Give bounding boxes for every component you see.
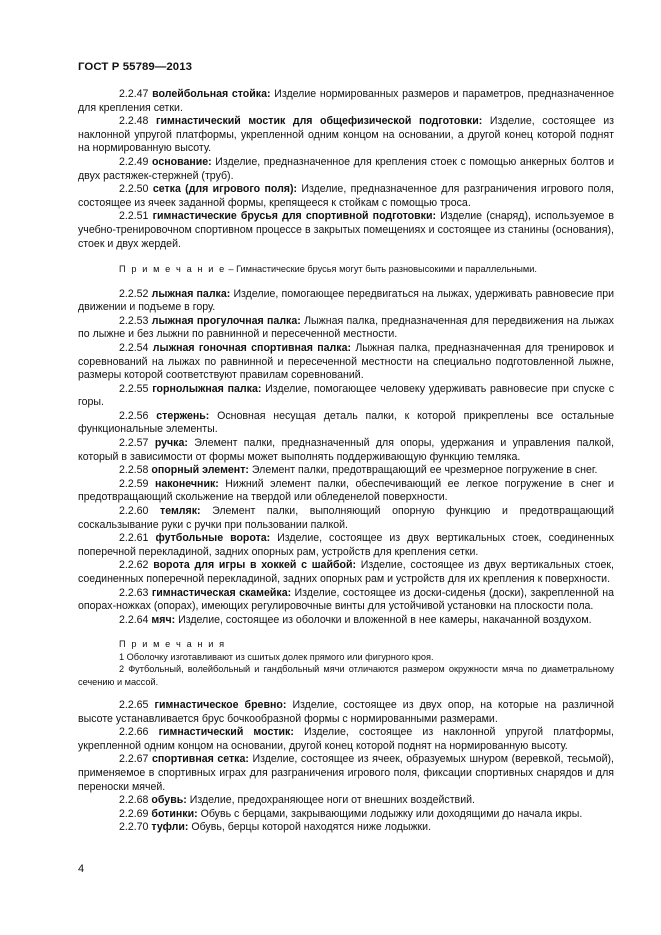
term-number: 2.2.63 xyxy=(119,586,149,599)
term-name: волейбольная стойка: xyxy=(152,88,271,100)
term-entry xyxy=(78,288,614,315)
term-definition: Элемент палки, предназначенный для опоры, удержания и управления палкой, который в зависимости от формы может выполнять поддерживающую функцию темляка. xyxy=(78,437,615,463)
term-entry xyxy=(78,437,614,464)
term-number: 2.2.54 xyxy=(119,341,149,354)
entries-part-1 xyxy=(78,88,614,251)
note-text: – Гимнастические брусья могут быть разновысокими и параллельными. xyxy=(225,264,537,275)
term-name: лыжная гоночная спортивная палка: xyxy=(152,341,351,354)
term-definition: Изделие, помогающее передвигаться на лыжах, удерживать равновесие при движении и подъеме в гору. xyxy=(78,287,615,314)
term-name: темляк: xyxy=(160,505,201,518)
term-entry xyxy=(78,464,614,478)
term-number: 2.2.61 xyxy=(119,532,149,545)
term-entry xyxy=(78,808,614,822)
term-number: 2.2.48 xyxy=(119,115,149,128)
term-number: 2.2.68 xyxy=(119,794,149,807)
note-2-item: 1 Оболочку изготавливают из сшитых долек прямого или фигурного кроя. xyxy=(119,651,434,662)
term-definition: Изделие, состоящее из наклонной упругой платформы, укрепленной одним концом на основании, другой конец которой поднят на нормированную высоту. xyxy=(78,726,614,752)
term-number: 2.2.62 xyxy=(119,559,149,572)
term-number: 2.2.57 xyxy=(119,437,149,450)
term-definition: Нижний элемент палки, обеспечивающий ее легкое погружение в снег и предотвращающий скольжение на твердой или обледенелой поверхности. xyxy=(78,477,614,504)
entries-part-2 xyxy=(78,288,614,628)
term-entry xyxy=(78,88,614,115)
term-definition: Изделие, состоящее из двух вертикальных стоек, соединенных поперечной перекладиной, задних опорных рам, устройств для крепления сетки. xyxy=(78,532,614,558)
term-entry xyxy=(78,342,614,383)
note-2-label: П р и м е ч а н и я xyxy=(119,639,226,650)
term-definition: Изделие нормированных размеров и параметров, предназначенное для крепления сетки. xyxy=(78,88,614,114)
term-entry xyxy=(78,794,614,808)
term-number: 2.2.64 xyxy=(119,613,149,626)
term-definition: Лыжная палка, предназначенная для передвижения на лыжах по лыжне и без лыжни по равнинной и пересеченной местности. xyxy=(78,314,614,341)
term-name: лыжная прогулочная палка: xyxy=(151,314,301,327)
term-name: ручка: xyxy=(154,437,188,450)
term-definition: Лыжная палка, предназначенная для тренировок и соревнований на лыжах по равнинной и пересеченной местности на специально подготовленной лыжне, размеры которой соответствуют правилам соревнований. xyxy=(78,341,614,382)
term-definition: Изделие, состоящее из доски-сиденья (доски), закрепленной на опорах-ножках (опорах), имеющих регулировочные винты для устойчивой установки на плоскости пола. xyxy=(78,586,614,613)
term-entry xyxy=(78,614,614,628)
term-entry xyxy=(78,410,614,437)
term-number: 2.2.58 xyxy=(119,464,149,477)
term-entry xyxy=(78,183,614,210)
term-definition: Изделие, состоящее из оболочки и вложенной в нее камеры, накачанной воздухом. xyxy=(178,613,592,626)
page-number: 4 xyxy=(78,863,85,875)
term-number: 2.2.55 xyxy=(119,382,149,395)
entries-part-3 xyxy=(78,699,614,835)
term-number: 2.2.69 xyxy=(119,807,149,820)
term-name: опорный элемент: xyxy=(151,464,249,477)
term-entry xyxy=(78,210,614,251)
term-entry xyxy=(78,587,614,614)
term-number: 2.2.60 xyxy=(119,505,149,518)
term-name: футбольные ворота: xyxy=(155,532,271,545)
term-entry xyxy=(78,478,614,505)
note-2-item: 2 Футбольный, волейбольный и гандбольный мячи отличаются размером окружности мяча по диаметральному сечению и массой. xyxy=(78,664,614,687)
term-definition: Изделие, предназначенное для разграничения игрового поля, состоящее из ячеек заданной формы, крепящееся к стойкам с помощью троса. xyxy=(78,183,614,209)
term-name: сетка (для игрового поля): xyxy=(152,183,298,196)
term-name: основание: xyxy=(152,155,212,168)
term-name: гимнастическая скамейка: xyxy=(151,586,292,599)
term-name: туфли: xyxy=(151,821,189,834)
term-entry xyxy=(78,383,614,410)
term-definition: Изделие, предназначенное для крепления стоек с помощью анкерных болтов и двух растяжек-стержней (труб). xyxy=(78,155,615,182)
term-name: лыжная палка: xyxy=(151,287,231,300)
term-definition: Изделие, состоящее из двух вертикальных стоек, соединенных поперечной перекладиной, задних опорных рам и устройств для их крепления к поверхности. xyxy=(78,559,615,585)
term-number: 2.2.66 xyxy=(119,726,149,739)
term-entry xyxy=(78,505,614,532)
term-number: 2.2.53 xyxy=(119,314,149,327)
term-definition: Элемент палки, выполняющий опорную функцию и предотвращающий соскальзывание руки с ручки при пользовании палкой. xyxy=(78,505,614,531)
term-entry xyxy=(78,726,614,753)
term-definition: Изделие, помогающее человеку удерживать равновесие при спуске с горы. xyxy=(78,382,615,409)
term-entry xyxy=(78,821,614,835)
term-definition: Обувь с берцами, закрывающими лодыжку или доходящими до начала икры. xyxy=(200,807,583,820)
term-entry xyxy=(78,559,614,586)
term-name: ворота для игры в хоккей с шайбой: xyxy=(153,559,357,572)
term-name: гимнастический мостик для общефизической подготовки: xyxy=(156,115,483,128)
term-definition: Изделие (снаряд), используемое в учебно-тренировочном спортивном процессе в закрытых помещениях и состоящее из станины (основания), стоек и двух жердей. xyxy=(78,210,614,250)
term-entry xyxy=(78,532,614,559)
term-definition: Изделие, состоящее из двух опор, на которые на различной высоте устанавливается брус бочкообразной формы с нормированными размерами. xyxy=(78,699,614,725)
term-name: спортивная сетка: xyxy=(152,753,249,766)
term-number: 2.2.70 xyxy=(119,821,149,834)
term-definition: Обувь, берцы которой находятся ниже лодыжки. xyxy=(191,821,432,834)
term-number: 2.2.47 xyxy=(119,88,149,100)
term-name: гимнастический мостик: xyxy=(158,726,294,739)
term-name: гимнастическое бревно: xyxy=(154,699,287,711)
term-entry xyxy=(78,753,614,794)
term-number: 2.2.67 xyxy=(119,753,149,766)
page-content xyxy=(78,88,614,835)
term-number: 2.2.50 xyxy=(119,183,149,196)
term-number: 2.2.52 xyxy=(119,287,149,300)
term-definition: Основная несущая деталь палки, к которой прикреплены все остальные функциональные элементы. xyxy=(78,409,614,436)
term-entry xyxy=(78,699,614,726)
term-entry xyxy=(78,315,614,342)
term-number: 2.2.49 xyxy=(119,155,149,168)
term-number: 2.2.51 xyxy=(119,210,149,223)
note-1 xyxy=(78,263,614,275)
term-number: 2.2.65 xyxy=(119,699,149,711)
term-name: гимнастические брусья для спортивной подготовки: xyxy=(152,210,436,223)
term-number: 2.2.59 xyxy=(119,477,149,490)
term-definition: Элемент палки, предотвращающий ее чрезмерное погружение в снег. xyxy=(251,464,598,477)
term-definition: Изделие, состоящее из ячеек, образуемых шнуром (веревкой, тесьмой), применяемое в спортивных играх для разграничения игрового поля, фиксации спортивных снарядов и для переноски мячей. xyxy=(78,753,614,793)
term-definition: Изделие, состоящее из наклонной упругой платформы, укрепленной одним концом на основании, а другой конец которой поднят на нормированную высоту. xyxy=(78,115,614,155)
term-name: мяч: xyxy=(151,613,176,626)
term-name: горнолыжная палка: xyxy=(152,382,262,395)
term-name: наконечник: xyxy=(154,477,219,490)
term-definition: Изделие, предохраняющее ноги от внешних воздействий. xyxy=(189,794,475,807)
note-label: П р и м е ч а н и е xyxy=(119,264,226,275)
term-entry xyxy=(78,156,614,183)
term-name: обувь: xyxy=(151,794,187,807)
term-entry xyxy=(78,115,614,156)
standard-header: ГОСТ Р 55789—2013 xyxy=(78,61,193,73)
term-name: стержень: xyxy=(156,409,210,422)
term-number: 2.2.56 xyxy=(119,409,149,422)
term-name: ботинки: xyxy=(151,807,198,820)
